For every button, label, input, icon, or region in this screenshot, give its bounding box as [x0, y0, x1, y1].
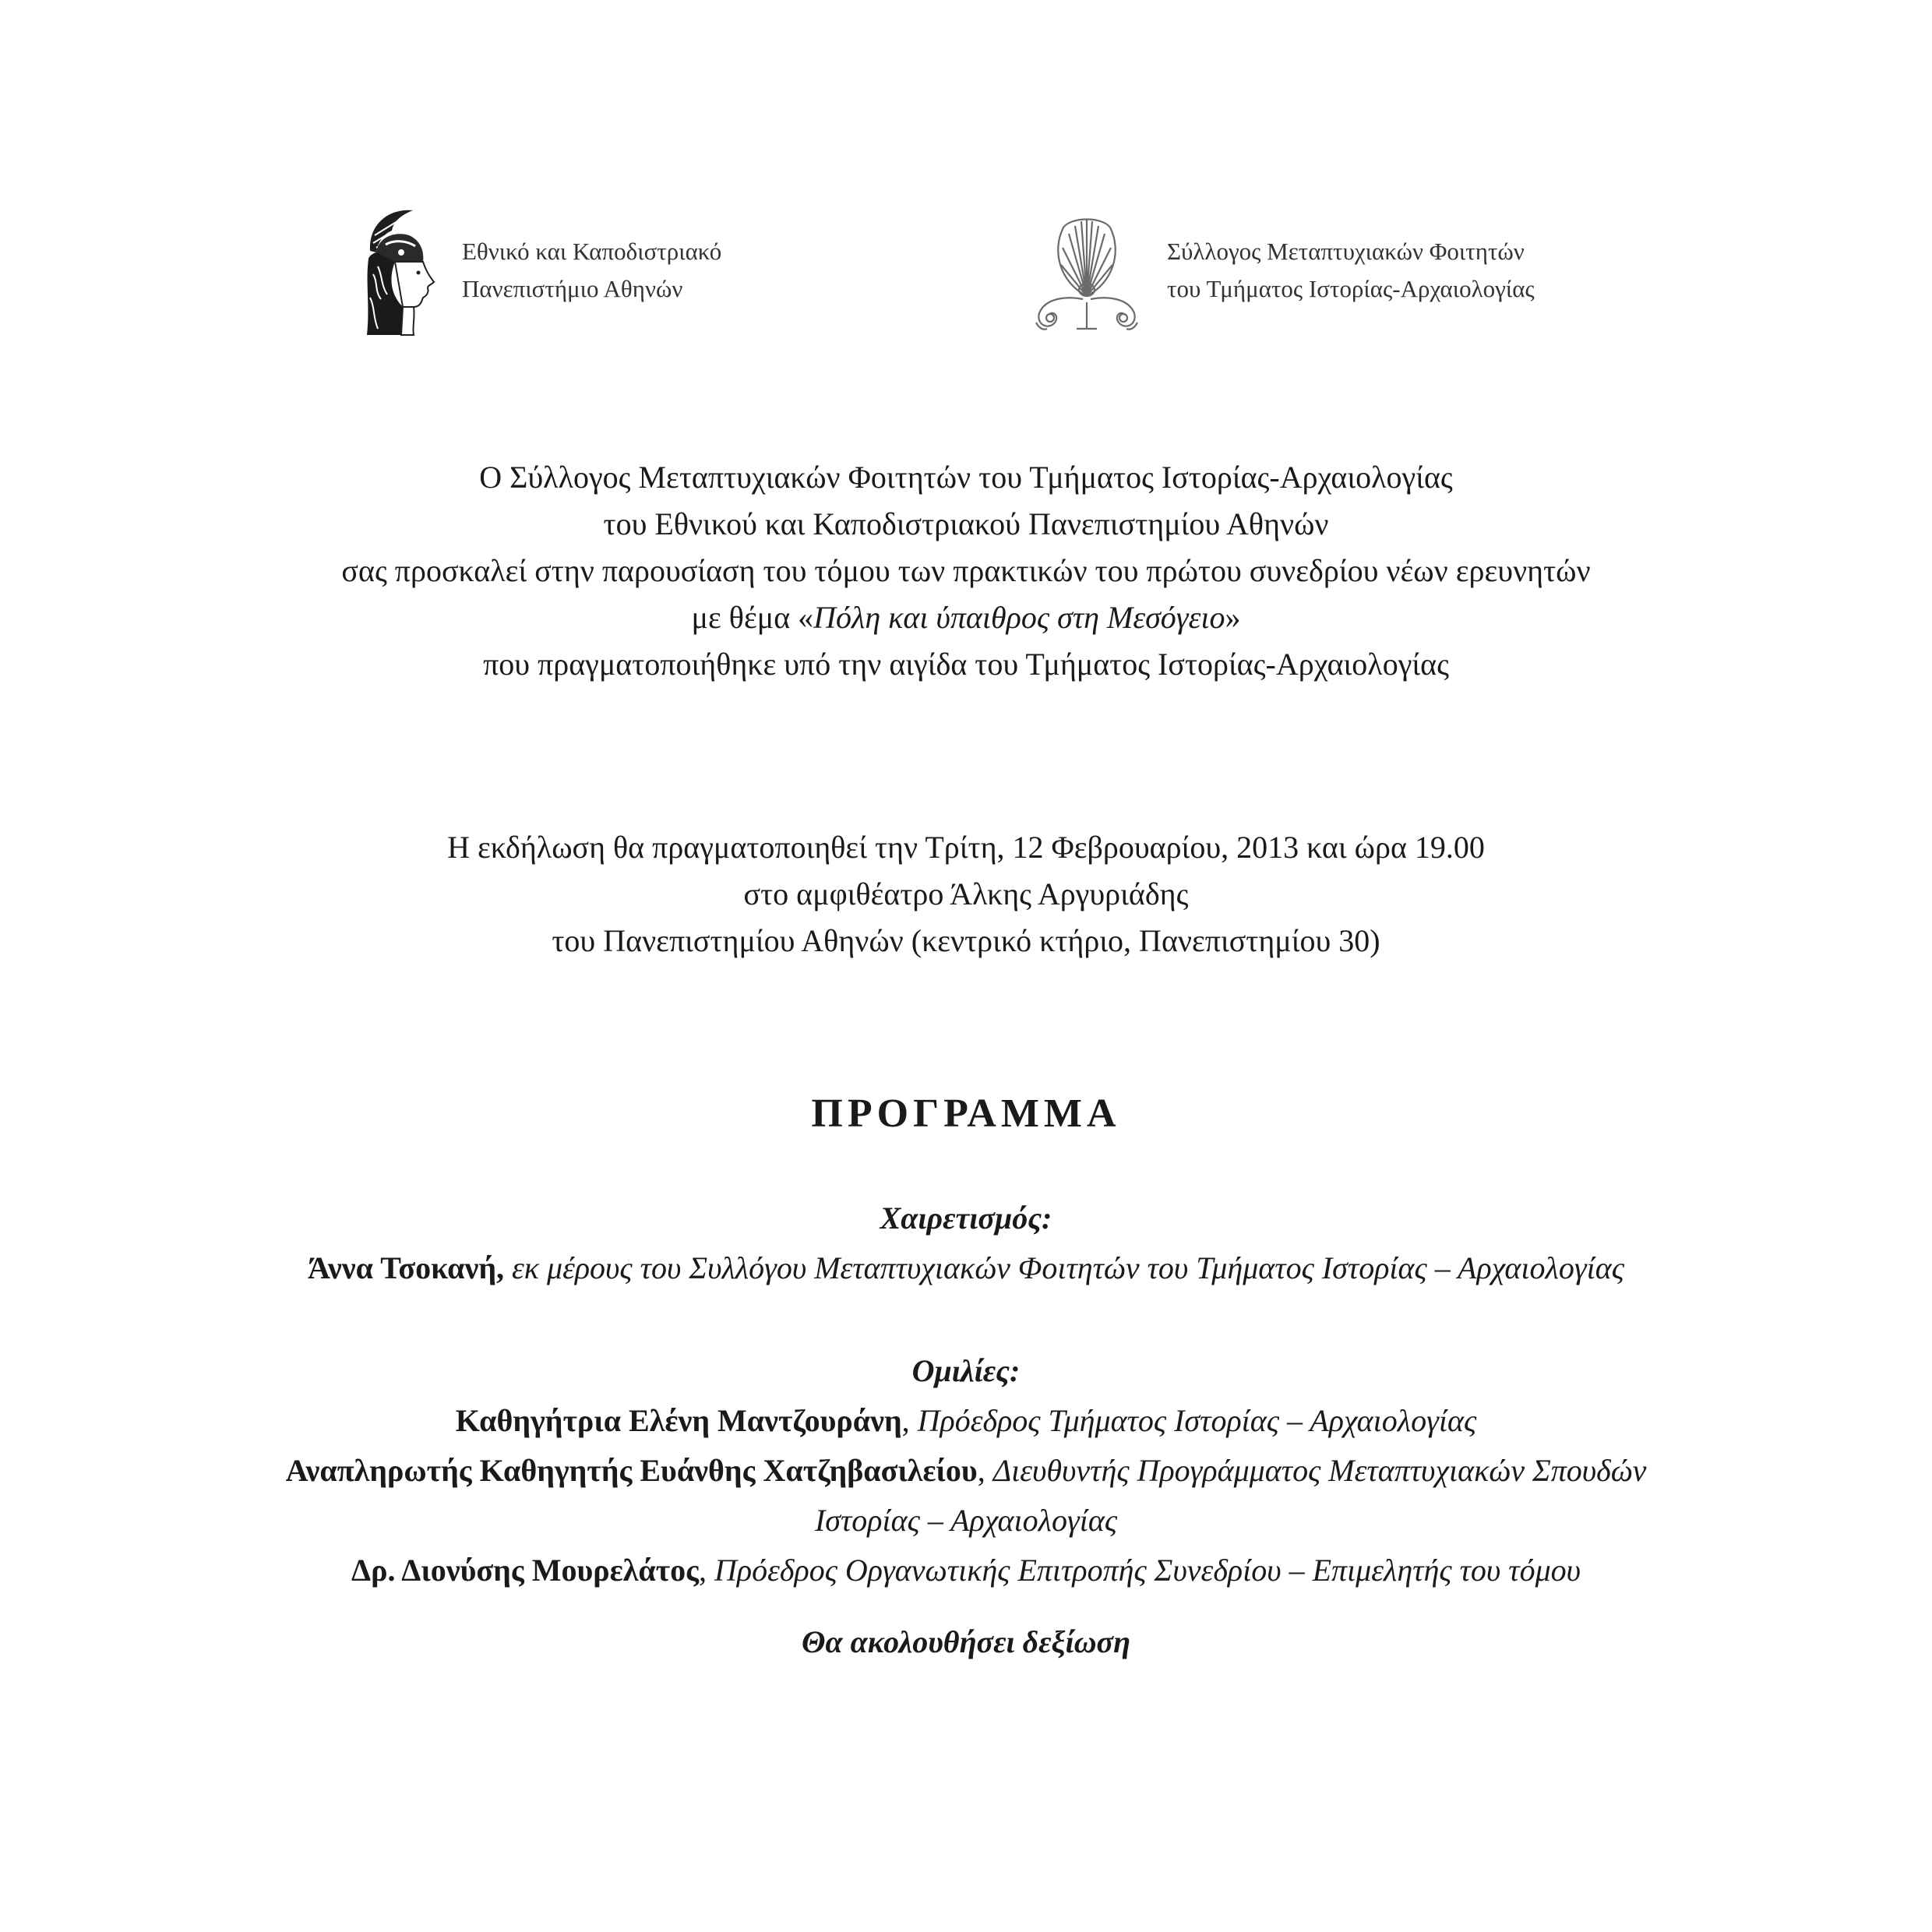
university-name [462, 233, 721, 308]
intro-topic-suffix: » [1225, 600, 1241, 635]
reception-note: Θα ακολουθήσει δεξίωση [801, 1624, 1131, 1659]
program-title: ΠΡΟΓΡΑΜΜΑ [811, 1091, 1121, 1136]
intro-line-1: Ο Σύλλογος Μεταπτυχιακών Φοιτητών του Τμήματος Ιστορίας-Αρχαιολογίας [479, 460, 1453, 495]
university-name-line1: Εθνικό και Καποδιστριακό [462, 238, 722, 265]
speaker-1-sep: , [901, 1403, 918, 1438]
speaker-2-role-cont: Ιστορίας – Αρχαιολογίας [814, 1503, 1118, 1538]
invitation-intro [0, 454, 1932, 688]
intro-line-4 [0, 594, 1932, 641]
speaker-3-name: Δρ. Διονύσης Μουρελάτος [351, 1553, 700, 1588]
event-venue: στο αμφιθέατρο Άλκης Αργυριάδης [743, 876, 1189, 911]
university-name-line2: Πανεπιστήμιο Αθηνών [462, 275, 683, 302]
event-address: του Πανεπιστημίου Αθηνών (κεντρικό κτήριο, Πανεπιστημίου 30) [552, 923, 1380, 958]
speaker-1-role: Πρόεδρος Τμήματος Ιστορίας – Αρχαιολογίας [917, 1403, 1477, 1438]
greeting-speaker-role: εκ μέρους του Συλλόγου Μεταπτυχιακών Φοιτητών του Τμήματος Ιστορίας – Αρχαιολογίας [504, 1250, 1624, 1285]
association-logo [1028, 204, 1535, 337]
greeting-section [0, 1193, 1932, 1293]
event-details [0, 824, 1932, 964]
greeting-speaker-name: Άννα Τσοκανή, [308, 1250, 505, 1285]
intro-line-2: του Εθνικού και Καποδιστριακού Πανεπιστημίου Αθηνών [603, 506, 1329, 541]
speaker-3-sep: , [699, 1553, 715, 1588]
speaker-3 [0, 1546, 1932, 1595]
palmette-icon [1028, 204, 1145, 337]
association-name-line2: του Τμήματος Ιστορίας-Αρχαιολογίας [1167, 275, 1535, 302]
greeting-speaker [0, 1243, 1932, 1293]
intro-line-3: σας προσκαλεί στην παρουσίαση του τόμου των πρακτικών του πρώτου συνεδρίου νέων ερευνητών [341, 553, 1591, 588]
association-name [1167, 233, 1535, 308]
university-logo [347, 204, 721, 337]
association-name-line1: Σύλλογος Μεταπτυχιακών Φοιτητών [1167, 238, 1525, 265]
speaker-2 [0, 1446, 1932, 1496]
speeches-heading: Ομιλίες: [911, 1353, 1021, 1388]
intro-line-5: που πραγματοποιήθηκε υπό την αιγίδα του Τμήματος Ιστορίας-Αρχαιολογίας [483, 647, 1449, 682]
speeches-section [0, 1346, 1932, 1595]
intro-topic-prefix: με θέμα « [691, 600, 814, 635]
event-date-time: Η εκδήλωση θα πραγματοποιηθεί την Τρίτη, 12 Φεβρουαρίου, 2013 και ώρα 19.00 [447, 830, 1485, 865]
speaker-1 [0, 1396, 1932, 1446]
speaker-2-sep: , [977, 1453, 993, 1488]
athena-helmet-icon [347, 204, 440, 337]
greeting-heading: Χαιρετισμός: [880, 1200, 1052, 1236]
speaker-1-name: Καθηγήτρια Ελένη Μαντζουράνη [455, 1403, 902, 1438]
conference-title: Πόλη και ύπαιθρος στη Μεσόγειο [813, 600, 1225, 635]
speaker-2-name: Αναπληρωτής Καθηγητής Ευάνθης Χατζηβασιλείου [285, 1453, 978, 1488]
speaker-3-role: Πρόεδρος Οργανωτικής Επιτροπής Συνεδρίου – Επιμελητής του τόμου [714, 1553, 1581, 1588]
speaker-2-role: Διευθυντής Προγράμματος Μεταπτυχιακών Σπουδών [992, 1453, 1647, 1488]
